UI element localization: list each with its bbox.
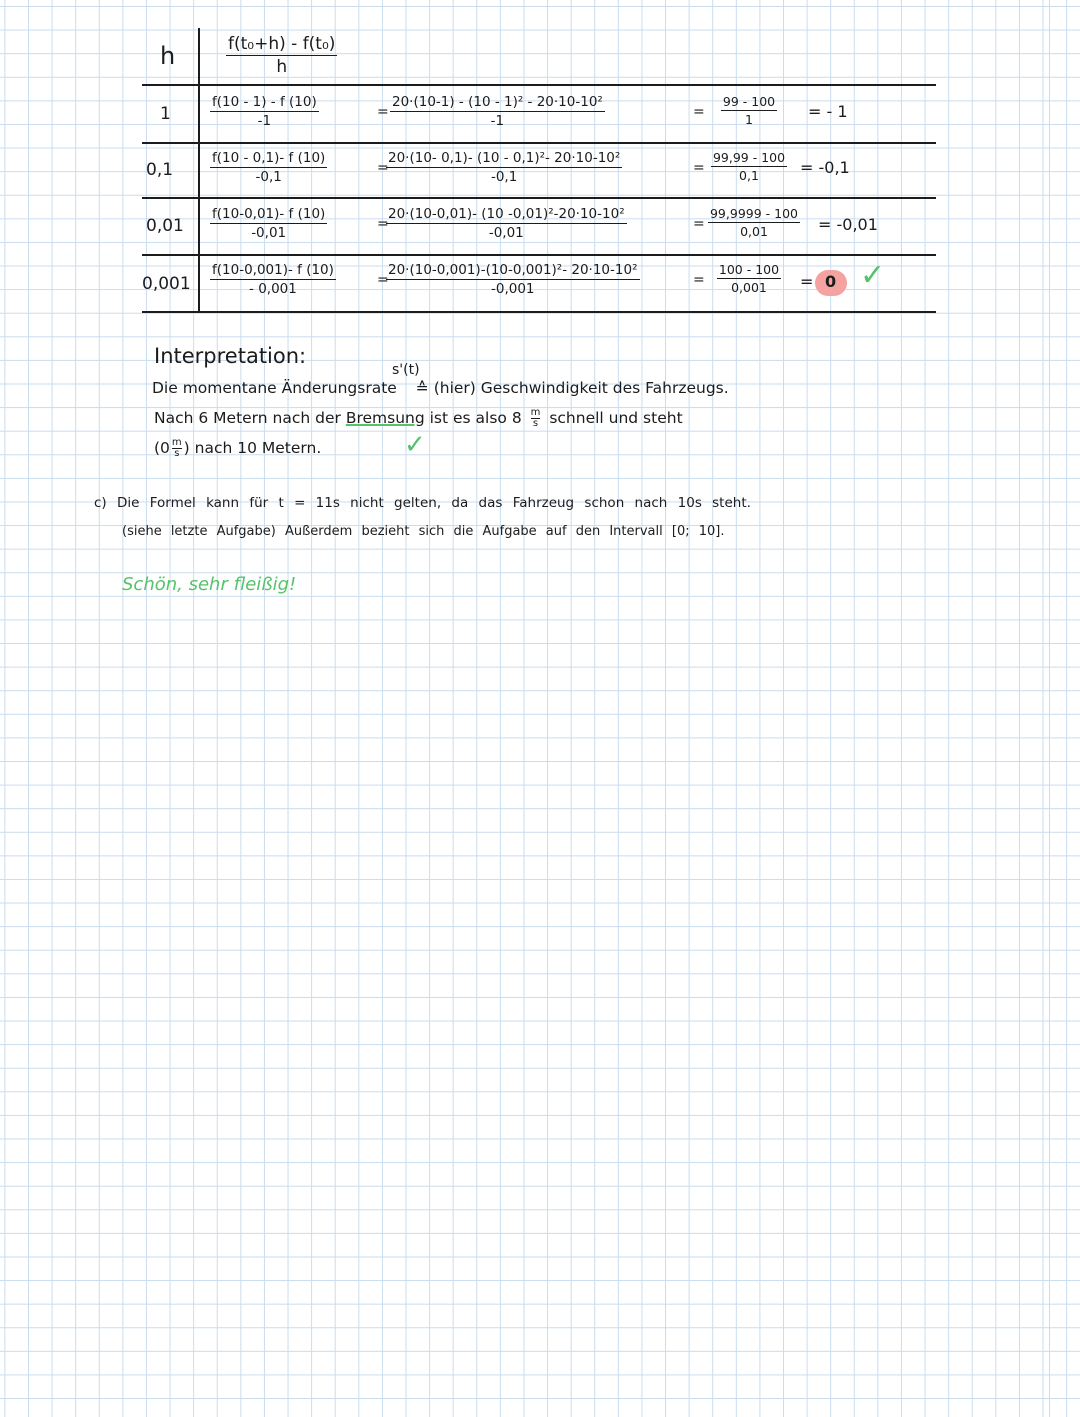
fraction-numerator: f(10 - 1) - f (10) xyxy=(212,94,317,110)
fraction-numerator: 20·(10- 0,1)- (10 - 0,1)²- 20·10-10² xyxy=(388,150,621,166)
checkmark-icon: ✓ xyxy=(860,258,886,293)
header-fraction-denominator: h xyxy=(276,57,288,77)
fraction-numerator: 100 - 100 xyxy=(718,262,780,277)
table-row-rule xyxy=(142,197,936,199)
row-quotient-fraction xyxy=(210,206,327,241)
equals-sign: = xyxy=(377,160,389,176)
interpretation-title: Interpretation: xyxy=(154,344,307,368)
row-expanded-fraction xyxy=(386,206,627,241)
equals-sign: = xyxy=(377,104,389,120)
fraction-numerator: 99,9999 - 100 xyxy=(709,206,798,221)
row-h-value: 0,01 xyxy=(146,216,184,236)
fraction-numerator: 99,99 - 100 xyxy=(712,150,786,165)
equals-sign: = xyxy=(693,272,705,288)
row-evaluated-fraction xyxy=(704,150,794,183)
speed-value-text: ist es also 8 xyxy=(429,409,522,427)
interpretation-line-1 xyxy=(152,379,729,397)
fraction-numerator: 99 - 100 xyxy=(722,94,776,109)
fraction-denominator: - 0,001 xyxy=(249,281,297,297)
row-evaluated-fraction xyxy=(704,262,794,295)
row-result-equals: = xyxy=(800,272,814,291)
unit-denominator: s xyxy=(532,418,539,429)
header-difference-quotient xyxy=(226,34,337,77)
fraction-numerator: 20·(10-0,01)- (10 -0,01)²-20·10-10² xyxy=(388,206,625,222)
row-result: = - 1 xyxy=(808,102,848,121)
fraction-numerator: 20·(10-1) - (10 - 1)² - 20·10-10² xyxy=(392,94,603,110)
fraction-denominator: -1 xyxy=(490,113,505,129)
row-result: = -0,01 xyxy=(818,215,878,234)
fraction-denominator: 0,1 xyxy=(739,168,759,183)
row-h-value: 0,1 xyxy=(146,160,174,180)
fraction-numerator: f(10 - 0,1)- f (10) xyxy=(212,150,326,166)
teacher-comment: Schön, sehr fleißig! xyxy=(122,574,297,595)
checkmark-icon: ✓ xyxy=(404,430,426,460)
part-c-line-2: (siehe letzte Aufgabe) Außerdem bezieht sich die Aufgabe auf den Intervall [0; 10]. xyxy=(122,524,725,539)
table-bottom-rule xyxy=(142,311,936,313)
table-row-rule xyxy=(142,254,936,256)
unit-fraction xyxy=(531,408,541,429)
row-evaluated-fraction xyxy=(706,94,792,127)
fraction-denominator: -0,1 xyxy=(255,169,282,185)
equals-sign: = xyxy=(377,272,389,288)
row-expanded-fraction xyxy=(386,150,622,185)
equals-sign: = xyxy=(693,160,705,176)
equals-sign: = xyxy=(693,216,705,232)
distance-text: Nach 6 Metern nach der xyxy=(154,409,341,427)
unit-numerator: m xyxy=(530,407,541,418)
header-h-label: h xyxy=(160,42,176,70)
stopped-text: schnell und steht xyxy=(549,409,683,427)
interpretation-line-2 xyxy=(154,408,683,429)
row-quotient-fraction xyxy=(210,94,319,129)
unit-numerator: m xyxy=(171,437,182,448)
fraction-denominator: -0,01 xyxy=(488,225,524,241)
row-h-value: 1 xyxy=(160,104,171,124)
table-row-rule xyxy=(142,142,936,144)
part-c-line-1: c) Die Formel kann für t = 11s nicht gelten, da das Fahrzeug schon nach 10s steht. xyxy=(94,495,751,511)
fraction-numerator: f(10-0,001)- f (10) xyxy=(212,262,334,278)
equals-sign: = xyxy=(377,216,389,232)
row-evaluated-fraction xyxy=(702,206,806,239)
fraction-denominator: 0,01 xyxy=(740,224,768,239)
unit-denominator: s xyxy=(174,448,180,459)
rate-of-change-text: Die momentane Änderungsrate xyxy=(152,379,397,397)
fraction-numerator: f(10-0,01)- f (10) xyxy=(212,206,326,222)
row-result: 0 xyxy=(825,272,837,291)
fraction-denominator: -0,01 xyxy=(251,225,287,241)
derivative-annotation: s'(t) xyxy=(392,362,420,378)
after-ten-meters-text: ) nach 10 Metern. xyxy=(183,439,322,457)
header-fraction-numerator: f(t₀+h) - f(t₀) xyxy=(228,34,336,54)
fraction-denominator: -0,1 xyxy=(490,169,518,185)
table-header-rule xyxy=(142,84,936,86)
row-expanded-fraction xyxy=(390,94,605,129)
fraction-denominator: 0,001 xyxy=(731,280,767,295)
fraction-denominator: -1 xyxy=(257,113,272,129)
equals-sign: = xyxy=(693,104,705,120)
unit-fraction xyxy=(172,438,182,459)
braking-text: Bremsung xyxy=(345,409,425,427)
row-expanded-fraction xyxy=(386,262,640,297)
fraction-denominator: 1 xyxy=(745,112,753,127)
speed-text: ≙ (hier) Geschwindigkeit des Fahrzeugs. xyxy=(415,379,729,397)
table-vertical-divider xyxy=(198,28,200,313)
zero-speed-open: (0 xyxy=(154,439,170,457)
fraction-denominator: -0,001 xyxy=(490,281,535,297)
row-h-value: 0,001 xyxy=(142,274,191,294)
fraction-numerator: 20·(10-0,001)-(10-0,001)²- 20·10-10² xyxy=(388,262,638,278)
row-result: = -0,1 xyxy=(800,158,850,177)
row-quotient-fraction xyxy=(210,262,336,297)
interpretation-line-3 xyxy=(154,438,321,459)
row-quotient-fraction xyxy=(210,150,327,185)
